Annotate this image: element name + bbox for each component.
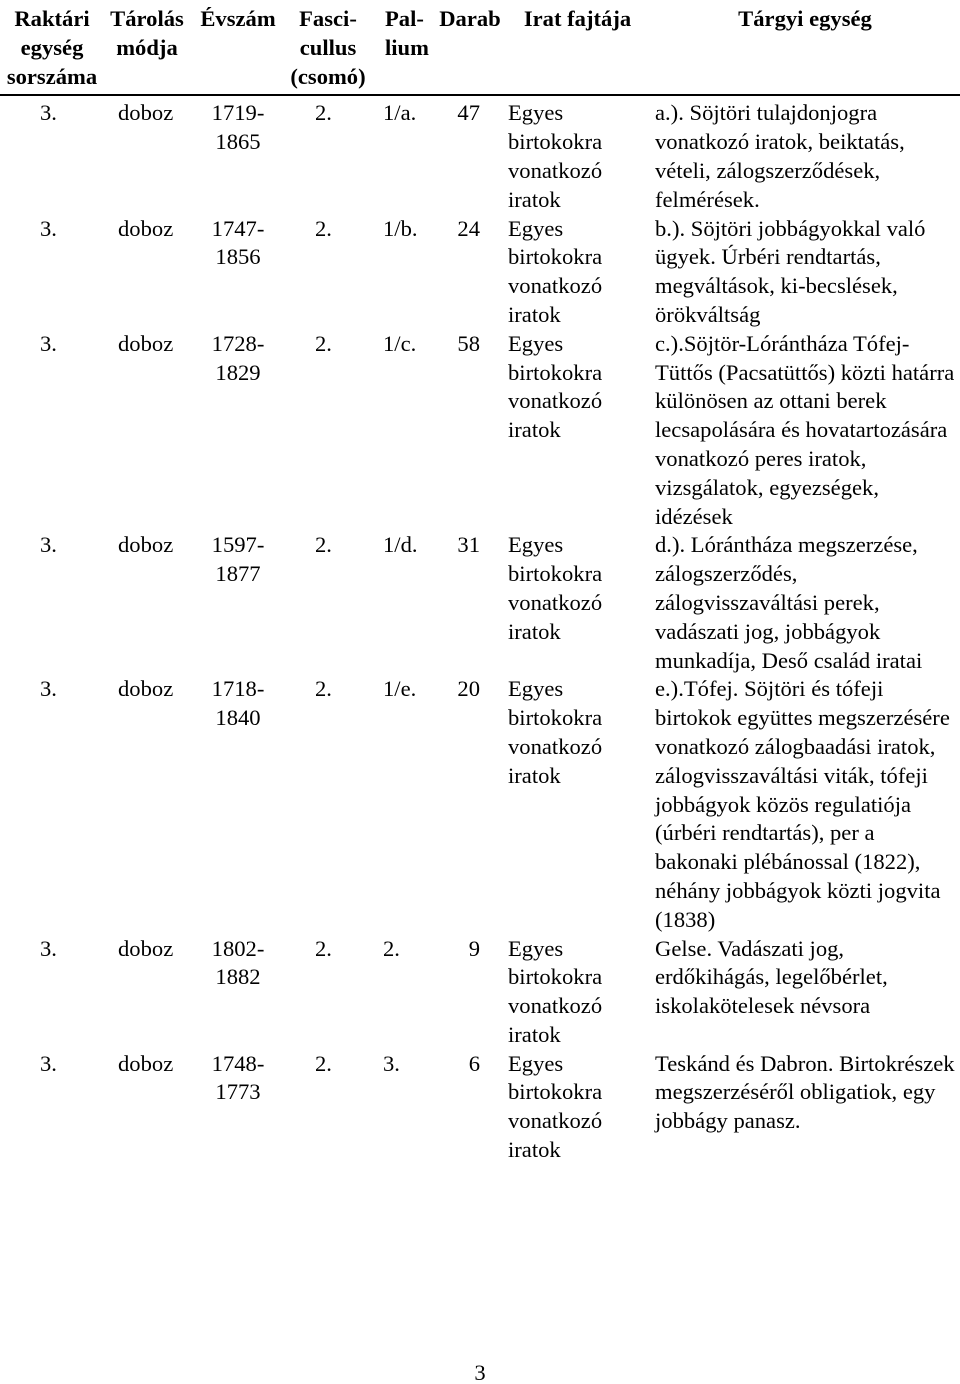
- document-type-cell: Egyes birtokokra vonatkozó iratok: [508, 935, 603, 1047]
- subject-cell: a.). Söjtöri tulajdonjogra vonatkozó iratok, beiktatás, vételi, zálogszerződések, felmérések.: [655, 100, 905, 212]
- years-cell: 1718- 1840: [211, 676, 265, 731]
- fascicle-cell: 2.: [315, 330, 332, 356]
- years-cell: 1802- 1882: [211, 935, 265, 990]
- header-row: [0, 5, 960, 96]
- item-count-cell: 31: [457, 532, 480, 558]
- document-type-cell: Egyes birtokokra vonatkozó iratok: [508, 330, 603, 443]
- pallium-cell: 1/c.: [383, 330, 417, 356]
- page-number: 3: [474, 1360, 486, 1384]
- storage-type-cell: doboz: [118, 100, 174, 126]
- table-header: [0, 5, 960, 96]
- column-header-years: Évszám: [190, 5, 286, 96]
- table-row: [0, 96, 960, 214]
- table-row: [0, 330, 960, 532]
- column-header-unit-number: Raktári egység sorszáma: [0, 5, 104, 96]
- document-type-cell: Egyes birtokokra vonatkozó iratok: [508, 1050, 603, 1163]
- pallium-cell: 1/e.: [383, 676, 417, 702]
- table-row: [0, 935, 960, 1050]
- unit-number-cell: 3.: [40, 532, 57, 558]
- document-type-cell: Egyes birtokokra vonatkozó iratok: [508, 532, 603, 644]
- subject-cell: Gelse. Vadászati jog, erdőkihágás, legelőbérlet, iskolakötelesek névsora: [655, 935, 888, 1019]
- item-count-cell: 47: [457, 100, 480, 126]
- storage-type-cell: doboz: [118, 676, 174, 702]
- subject-cell: d.). Lórántháza megszerzése, zálogszerződés, zálogvisszaváltási perek, vadászati jog, jobbágyok munkadíja, Deső család iratai: [655, 532, 923, 673]
- document-type-cell: Egyes birtokokra vonatkozó iratok: [508, 215, 603, 327]
- fascicle-cell: 2.: [315, 1050, 332, 1076]
- years-cell: 1748- 1773: [211, 1050, 265, 1105]
- subject-cell: b.). Söjtöri jobbágyokkal való ügyek. Úrbéri rendtartás, megváltások, ki-becslések, örökváltság: [655, 215, 926, 327]
- subject-cell: c.).Söjtör-Lórántháza Tófej- Tüttős (Pacsatüttős) közti határra különösen az ottani berek lecsapolására és hovatartozására vonatkozó peres iratok, vizsgálatok, egyezségek, idézések: [655, 330, 955, 529]
- fascicle-cell: 2.: [315, 100, 332, 126]
- column-header-fascicle: Fasci- cullus (csomó): [286, 5, 370, 96]
- document-type-cell: Egyes birtokokra vonatkozó iratok: [508, 676, 603, 788]
- column-header-document-type: Irat fajtája: [505, 5, 650, 96]
- item-count-cell: 6: [468, 1050, 480, 1076]
- item-count-cell: 58: [457, 330, 480, 356]
- pallium-cell: 2.: [383, 935, 400, 961]
- subject-cell: Teskánd és Dabron. Birtokrészek megszerzéséről obligatiok, egy jobbágy panasz.: [655, 1050, 955, 1134]
- unit-number-cell: 3.: [40, 100, 57, 126]
- column-header-pallium: Pal- lium: [370, 5, 430, 96]
- unit-number-cell: 3.: [40, 676, 57, 702]
- unit-number-cell: 3.: [40, 935, 57, 961]
- fascicle-cell: 2.: [315, 215, 332, 241]
- storage-type-cell: doboz: [118, 935, 174, 961]
- table-row: [0, 531, 960, 675]
- storage-type-cell: doboz: [118, 215, 174, 241]
- column-header-subject: Tárgyi egység: [650, 5, 960, 96]
- storage-type-cell: doboz: [118, 532, 174, 558]
- pallium-cell: 1/d.: [383, 532, 418, 558]
- table-body: [0, 96, 960, 1164]
- years-cell: 1597- 1877: [211, 532, 265, 587]
- unit-number-cell: 3.: [40, 1050, 57, 1076]
- storage-type-cell: doboz: [118, 1050, 174, 1076]
- item-count-cell: 9: [468, 935, 480, 961]
- table-row: [0, 1050, 960, 1165]
- column-header-storage: Tárolás módja: [104, 5, 190, 96]
- fascicle-cell: 2.: [315, 532, 332, 558]
- years-cell: 1719- 1865: [211, 100, 265, 155]
- years-cell: 1747- 1856: [211, 215, 265, 270]
- fascicle-cell: 2.: [315, 676, 332, 702]
- unit-number-cell: 3.: [40, 330, 57, 356]
- fascicle-cell: 2.: [315, 935, 332, 961]
- archive-inventory-table: [0, 5, 960, 1165]
- unit-number-cell: 3.: [40, 215, 57, 241]
- item-count-cell: 20: [457, 676, 480, 702]
- pallium-cell: 1/b.: [383, 215, 418, 241]
- table-row: [0, 675, 960, 934]
- column-header-count: Darab: [430, 5, 505, 96]
- years-cell: 1728- 1829: [211, 330, 265, 385]
- storage-type-cell: doboz: [118, 330, 174, 356]
- pallium-cell: 3.: [383, 1050, 400, 1076]
- item-count-cell: 24: [457, 215, 480, 241]
- pallium-cell: 1/a.: [383, 100, 417, 126]
- document-type-cell: Egyes birtokokra vonatkozó iratok: [508, 100, 603, 212]
- subject-cell: e.).Tófej. Söjtöri és tófeji birtokok együttes megszerzésére vonatkozó zálogbaadási iratok, zálogvisszaváltási viták, tófeji jobbágyok közös regulatiója (úrbéri rendtartás), per a bakonaki plébánossal (1822), néhány jobbágyok közti jogvita (1838): [655, 676, 950, 932]
- table-row: [0, 215, 960, 330]
